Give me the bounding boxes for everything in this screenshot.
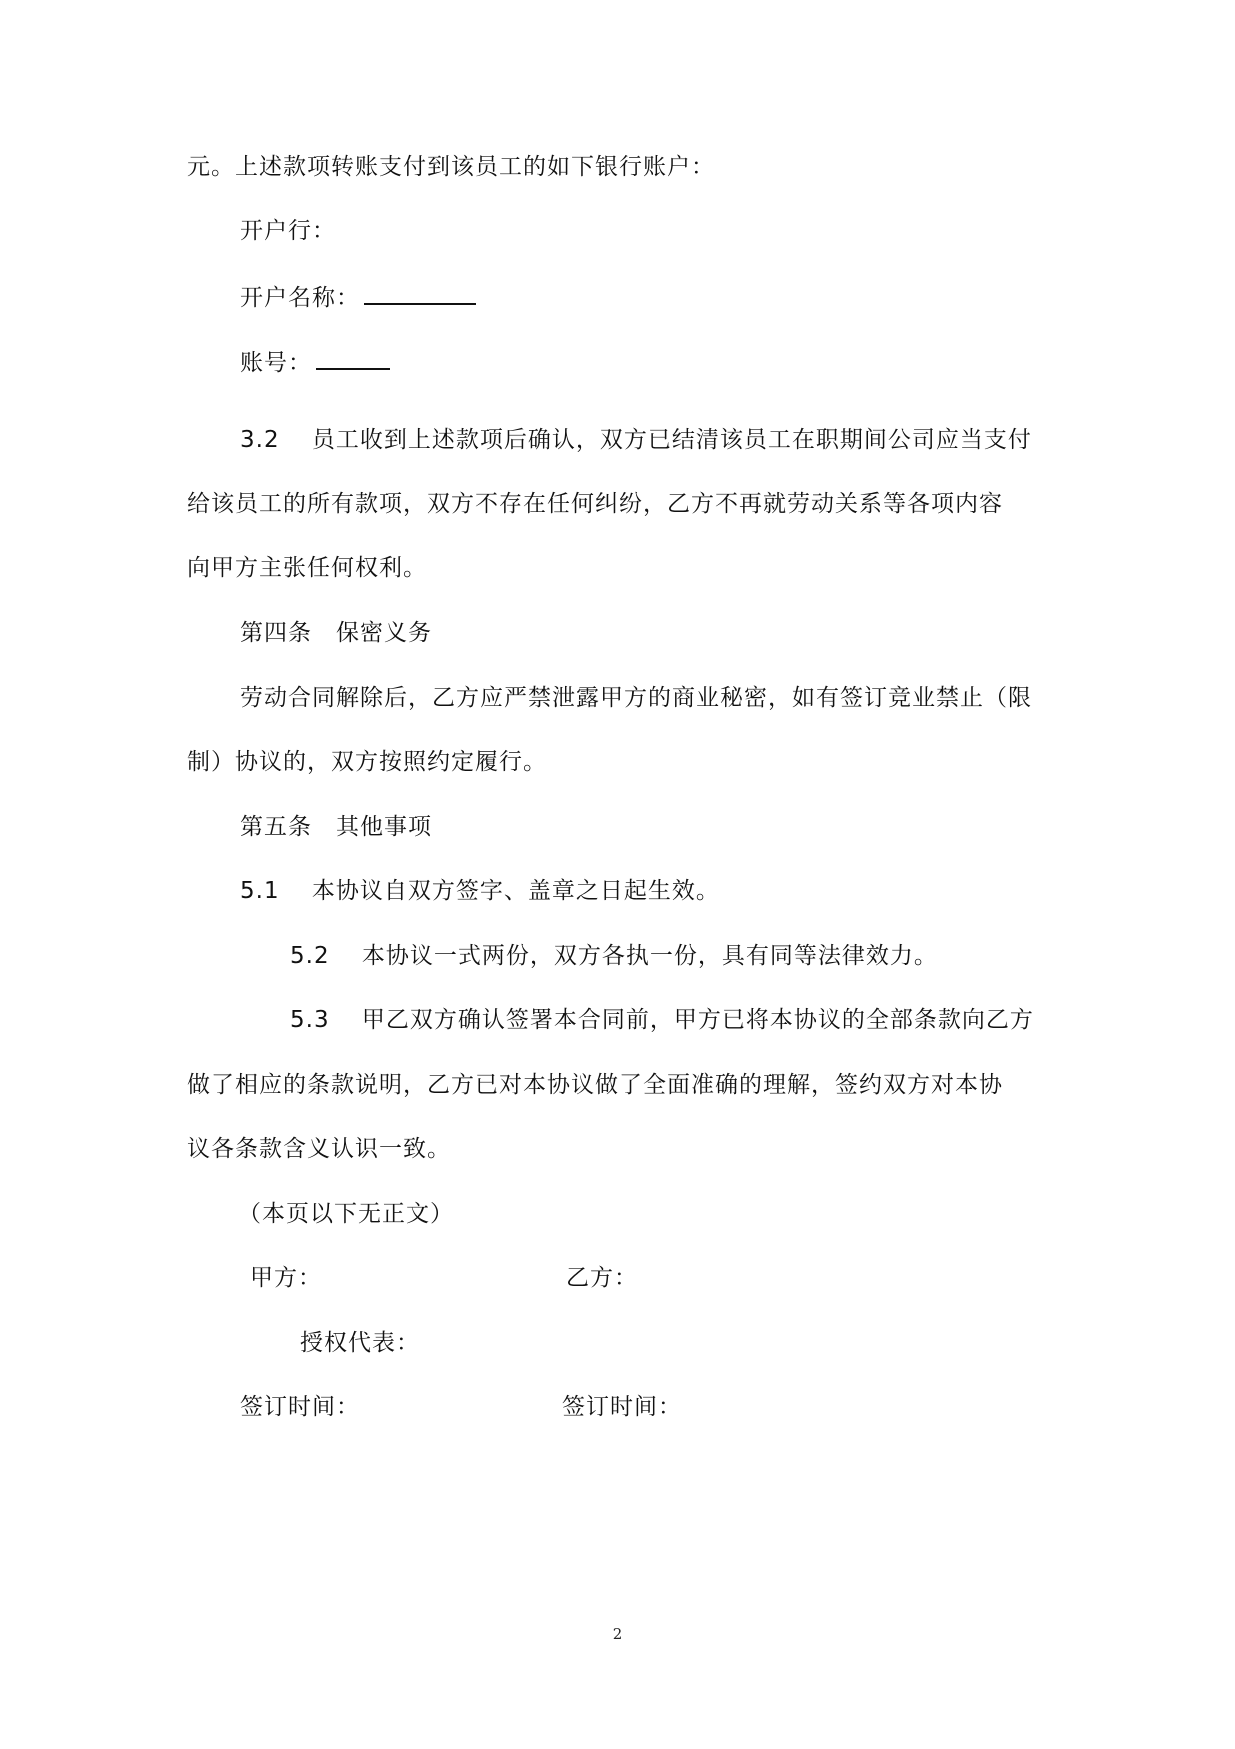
authorized-rep-label: 授权代表： [300,1330,420,1356]
article-4-heading [240,618,432,648]
account-number-row [240,346,390,378]
article-4-title: 第四条 保密义务 [240,620,432,646]
article-4-line2 [187,747,547,777]
clause-5-3-text: 甲乙双方确认签署本合同前，甲方已将本协议的全部条款向乙方 [361,1007,1034,1033]
clause-5-2-number: 5.2 [290,943,330,969]
clause-5-3-line1 [290,1005,1034,1035]
account-name-row [240,281,476,313]
account-name-label: 开户名称： [240,285,360,311]
clause-3-2-line1 [240,425,1032,455]
clause-5-2-text: 本协议一式两份，双方各执一份，具有同等法律效力。 [361,943,938,969]
party-a-row [250,1263,322,1293]
sign-date-b-row [562,1392,682,1422]
party-a-label: 甲方： [250,1265,322,1291]
bank-name-label: 开户行： [240,218,336,244]
clause-3-2-line3 [187,553,427,583]
party-b-row [566,1263,638,1293]
clause-5-3-number: 5.3 [290,1007,330,1033]
paragraph-bank-transfer [187,152,715,182]
clause-5-2 [290,941,938,971]
article-4-text: 劳动合同解除后，乙方应严禁泄露甲方的商业秘密，如有签订竞业禁止（限 [240,685,1032,711]
page-number: 2 [612,1625,623,1643]
party-b-label: 乙方： [566,1265,638,1291]
bank-transfer-text: 元。上述款项转账支付到该员工的如下银行账户： [187,154,715,180]
article-4-text-end: 制）协议的，双方按照约定履行。 [187,749,547,775]
sign-date-b-label: 签订时间： [562,1394,682,1420]
clause-5-1 [240,876,720,906]
article-5-heading [240,812,432,842]
clause-5-3-text-end: 议各条款含义认识一致。 [187,1136,451,1162]
no-more-text: （本页以下无正文） [238,1201,454,1227]
account-number-blank [316,346,390,370]
authorized-rep-row [300,1328,420,1358]
clause-5-1-number: 5.1 [240,878,280,904]
bank-name-row [240,216,336,246]
sign-date-a-label: 签订时间： [240,1394,360,1420]
clause-3-2-text-cont: 给该员工的所有款项，双方不存在任何纠纷，乙方不再就劳动关系等各项内容 [187,491,1003,517]
account-name-blank [364,281,476,305]
article-4-line1 [240,683,1032,713]
sign-date-a-row [240,1392,360,1422]
clause-3-2-text-end: 向甲方主张任何权利。 [187,555,427,581]
clause-3-2-text: 员工收到上述款项后确认，双方已结清该员工在职期间公司应当支付 [311,427,1032,453]
clause-3-2-line2 [187,489,1003,519]
no-more-text-note [238,1199,454,1229]
account-number-label: 账号： [240,350,312,376]
clause-5-1-text: 本协议自双方签字、盖章之日起生效。 [311,878,720,904]
clause-5-3-text-cont: 做了相应的条款说明，乙方已对本协议做了全面准确的理解，签约双方对本协 [187,1072,1003,1098]
clause-5-3-line2 [187,1070,1003,1100]
clause-5-3-line3 [187,1134,451,1164]
article-5-title: 第五条 其他事项 [240,814,432,840]
clause-3-2-number: 3.2 [240,427,280,453]
